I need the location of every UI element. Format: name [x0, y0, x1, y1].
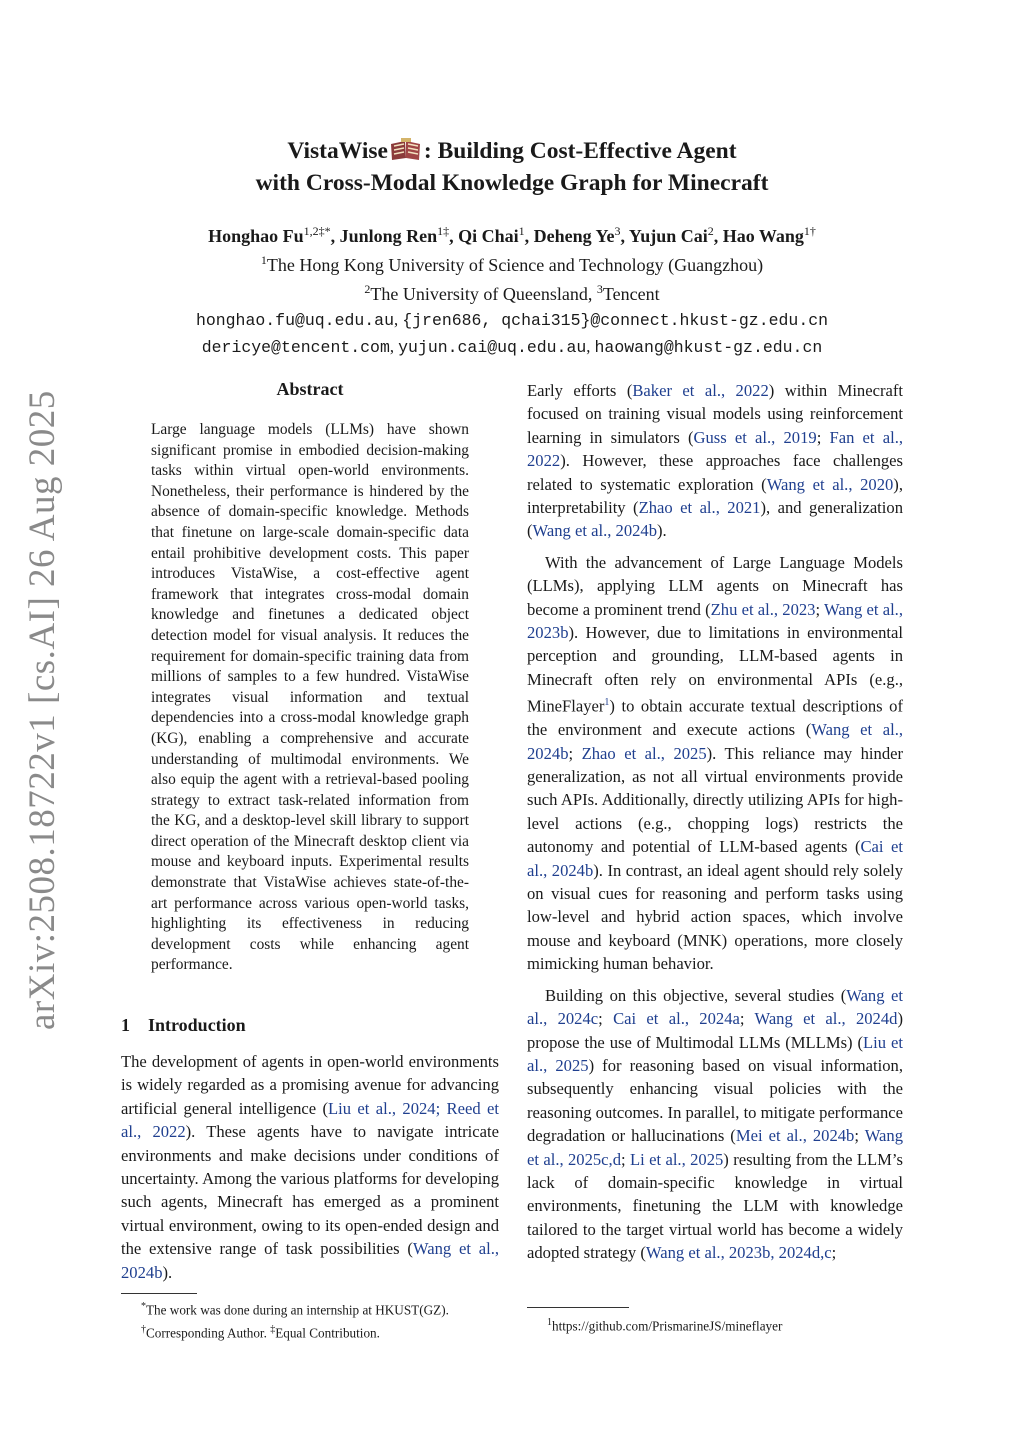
text-run: ; [621, 1149, 630, 1169]
project-name: VistaWise [287, 138, 388, 164]
citation-link[interactable]: Wang et al., 2025c,d [527, 1126, 903, 1169]
affiliation-2-3 [0, 277, 1024, 306]
citation-link[interactable]: Li et al., 2025 [629, 1149, 724, 1169]
author-affil-mark: 1† [803, 224, 816, 238]
footnote-corresponding [121, 1320, 511, 1343]
footnote-internship [121, 1297, 511, 1320]
author-affil-mark: 2 [707, 224, 714, 238]
text-run: ) propose the use of Multimodal LLMs (MLLMs) ( [527, 1009, 903, 1052]
text-run: ), interpretability ( [527, 474, 903, 518]
text-run: ). However, these approaches face challenges related to systematic exploration ( [527, 451, 903, 494]
citation-link[interactable]: Liu et al., 2025 [527, 1032, 903, 1075]
footnote-text: Corresponding Author. [146, 1325, 271, 1341]
text-run: ) within Minecraft focused on training visual models using reinforcement learning in simulators ( [527, 381, 903, 447]
abstract-heading: Abstract [276, 379, 344, 399]
author-separator: , [713, 226, 723, 246]
intro-paragraph-1 [121, 1050, 499, 1284]
citation-link[interactable]: Mei et al., 2024b [735, 1126, 855, 1146]
citation-link[interactable]: Zhao et al., 2021 [638, 498, 761, 518]
text-run: ). [162, 1262, 173, 1282]
citation-link[interactable]: Zhu et al., 2023 [710, 599, 816, 619]
citation-link[interactable]: Baker et al., 2022 [632, 381, 769, 400]
text-run: ). In contrast, an ideal agent should rely solely on visual cues for reasoning and perform tasks using low-level and hybrid action spaces, which involve mouse and keyboard (MNK) operations, more closely mimicking human behavior. [527, 860, 903, 974]
section-number: 1 [121, 1015, 130, 1035]
citation-link[interactable]: Cai et al., 2024a [613, 1009, 740, 1029]
abstract-text: Large language models (LLMs) have shown significant promise in embodied decision-making tasks within virtual open-world environments. Nonetheless, their performance is hindered by the absence of domain-specific knowledge. Methods that finetune on large-scale domain-specific data entail prohibitive development costs. This paper introduces VistaWise, a cost-effective agent framework that integrates cross-modal domain knowledge and finetunes a dedicated object detection model for visual analysis. It reduces the requirement for domain-specific training data from millions of samples to a few hundred. VistaWise integrates visual information and textual dependencies into a cross-modal knowledge graph (KG), enabling a comprehensive and accurate understanding of multimodal environments. We also equip the agent with a retrieval-based pooling strategy to extract task-related information from the KG, and a desktop-level skill library to support direct operation of the Minecraft desktop client via mouse and keyboard inputs. Experimental results demonstrate that VistaWise achieves state-of-the-art performance across various open-world tasks, highlighting its effectiveness in reducing development costs while enhancing agent performance. [151, 421, 469, 974]
affil-mark: 1 [260, 253, 267, 267]
footnote-text: Equal Contribution. [275, 1325, 380, 1341]
text-run: ). However, due to limitations in environmental perception and grounding, LLM-based agents in Minecraft often rely on environmental APIs (e.g., MineFlayer [527, 623, 903, 716]
affil-text: The University of Queensland, [370, 284, 597, 304]
text-run: Early efforts ( [527, 381, 633, 400]
citation-link[interactable]: Cai et al., 2024b [527, 837, 904, 880]
citation-link[interactable]: Guss et al., 2019 [693, 427, 817, 447]
author-affil-mark: 1‡ [437, 224, 450, 238]
footnote-url-link[interactable]: https://github.com/PrismarineJS/mineflayer [552, 1318, 783, 1334]
right-column [527, 379, 903, 1273]
footnote-mark: † [141, 1324, 146, 1336]
title-block [0, 137, 1024, 360]
right-paragraph-1 [527, 379, 903, 543]
text-run: ; [854, 1126, 865, 1146]
text-run: ; [739, 1009, 755, 1029]
citation-link[interactable]: Liu et al., 2024; Reed et al., 2022 [121, 1098, 499, 1142]
author-list [0, 219, 1024, 248]
email-line-2: dericye@tencent.com, yujun.cai@uq.edu.au, haowang@hkust-gz.edu.cn [201, 337, 823, 357]
email-line-1: honghao.fu@uq.edu.au, {jren686, qchai315}@connect.hkust-gz.edu.cn [195, 310, 829, 330]
text-run: The development of agents in open-world environments is widely regarded as a promising avenue for advancing artificial general intelligence ( [121, 1052, 499, 1118]
email[interactable]: yujun.cai@uq.edu.au [398, 338, 587, 357]
text-run: ; [815, 599, 824, 619]
text-run: ; [568, 743, 582, 763]
email[interactable]: {jren686, qchai315}@connect.hkust-gz.edu.cn [402, 311, 829, 330]
citation-link[interactable]: Wang et al., 2020 [766, 474, 894, 494]
affil-text: Tencent [602, 284, 660, 304]
author-name: Yujun Cai [628, 226, 708, 246]
text-run: ) resulting from the LLM’s lack of domain-specific knowledge in virtual environments, finetuning the LLM with knowledge tailored to the target virtual world has become a widely adopted strategy ( [527, 1149, 904, 1263]
right-paragraph-3 [527, 984, 903, 1265]
author-separator: , [620, 226, 629, 246]
footnotes-left [121, 1297, 511, 1344]
author-affil-mark: 1,2‡* [303, 224, 331, 238]
footnote-text: The work was done during an internship at HKUST(GZ). [146, 1302, 449, 1318]
section-heading-introduction [121, 1015, 246, 1036]
author-separator: , [330, 226, 340, 246]
citation-link[interactable]: Wang et al., 2024b [121, 1239, 500, 1282]
author-name: Junlong Ren [339, 226, 438, 246]
author-separator: , [524, 226, 534, 246]
text-run: ; [831, 1243, 837, 1263]
footnote-divider [527, 1307, 629, 1308]
text-run: Building on this objective, several studies ( [545, 985, 847, 1005]
paper-title-rest: : Building Cost-Effective Agent [423, 138, 737, 164]
citation-link[interactable]: Wang et al., 2024b [532, 521, 658, 541]
affiliation-1 [0, 248, 1024, 277]
email[interactable]: honghao.fu@uq.edu.au [195, 311, 394, 330]
author-name: Hao Wang [722, 226, 804, 246]
author-affil-mark: 3 [614, 224, 621, 238]
author-name: Qi Chai [458, 226, 519, 246]
citation-link[interactable]: Wang et al., 2024d [754, 1009, 898, 1029]
footnote-divider [121, 1293, 197, 1294]
book-icon [389, 138, 423, 169]
footnote-mineflayer [547, 1313, 782, 1336]
text-run: ; [816, 427, 830, 447]
author-name: Honghao Fu [208, 226, 304, 246]
text-run: With the advancement of Large Language Models (LLMs), applying LLM agents on Minecraft has become a prominent trend ( [527, 552, 903, 619]
section-title: Introduction [148, 1015, 246, 1035]
text-run: ). This reliance may hinder generalization, as not all virtual environments provide such APIs. Additionally, directly utilizing APIs for high-level actions (e.g., chopping logs) restricts the autonomy and potential of LLM-based agents ( [527, 743, 904, 857]
author-separator: , [449, 226, 459, 246]
paper-title-line-2: with Cross-Modal Knowledge Graph for Minecraft [255, 170, 769, 196]
citation-link[interactable]: Zhao et al., 2025 [581, 743, 707, 763]
citation-link[interactable]: Wang et al., 2024c [527, 985, 904, 1029]
text-run: ) for reasoning based on visual information, subsequently enhancing visual policies with the reasoning outcomes. In parallel, to mitigate performance degradation or hallucinations ( [527, 1055, 904, 1146]
affil-text: The Hong Kong University of Science and Technology (Guangzhou) [266, 255, 764, 275]
citation-link[interactable]: Wang et al., 2023b [527, 599, 903, 643]
citation-link[interactable]: Wang et al., 2023b, 2024d,c [645, 1243, 832, 1263]
affil-mark: 2 [364, 282, 371, 296]
email[interactable]: dericye@tencent.com [201, 338, 390, 357]
footnote-mark: 1 [547, 1317, 552, 1328]
footnote-mark: * [141, 1301, 146, 1312]
citation-link[interactable]: Fan et al., 2022 [527, 427, 903, 471]
email[interactable]: haowang@hkust-gz.edu.cn [594, 338, 823, 357]
footnote-ref-link[interactable]: 1 [604, 697, 610, 709]
text-run: ), and generalization ( [527, 498, 903, 541]
text-run: ). [657, 521, 667, 541]
citation-link[interactable]: Wang et al., 2024b [527, 720, 903, 763]
text-run: ). These agents have to navigate intricate environments and make decisions under conditions of uncertainty. Among the various platforms for developing such agents, Minecraft has emerged as a prominent virtual environment, owing to its open-ended design and the extensive range of task possibilities ( [121, 1122, 499, 1259]
text-run: ; [598, 1009, 614, 1029]
author-affil-mark: 1 [518, 224, 525, 238]
affil-mark: 3 [596, 282, 603, 296]
right-paragraph-2 [527, 551, 903, 976]
author-name: Deheng Ye [533, 226, 615, 246]
text-run: ) to obtain accurate textual descriptions of the environment and execute actions ( [527, 696, 903, 740]
arxiv-side-stamp: arXiv:2508.18722v1 [cs.AI] 26 Aug 2025 [22, 390, 63, 1030]
footnote-mark: ‡ [270, 1324, 276, 1336]
paper-title-line-1 [0, 137, 1024, 169]
